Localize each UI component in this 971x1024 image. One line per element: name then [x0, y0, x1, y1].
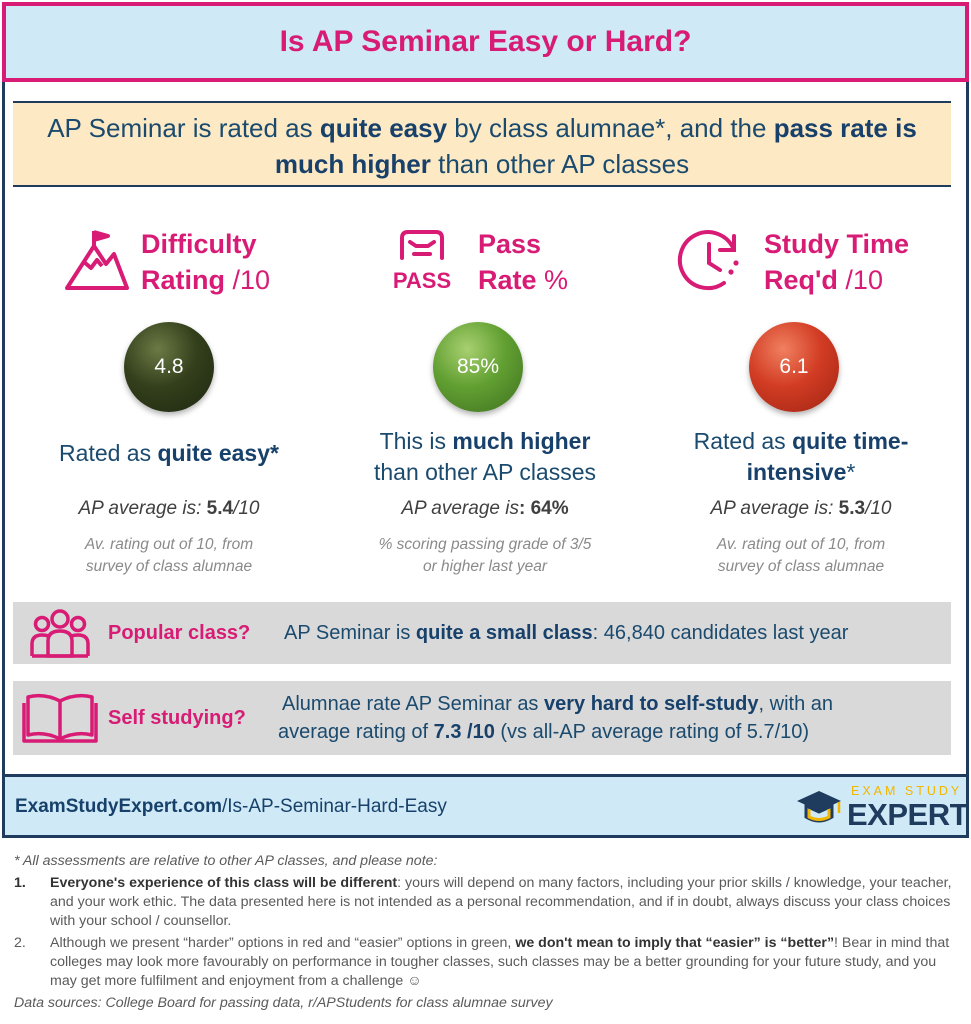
pass-rate-rated-post: than other AP classes [373, 459, 597, 485]
footnote-1-bold: Everyone's experience of this class will be different [50, 875, 398, 891]
pass-rate-avg-value: : 64% [518, 498, 569, 519]
title-banner [2, 2, 969, 82]
people-group-icon [29, 608, 91, 658]
popular-class-label: Popular class? [108, 622, 251, 644]
difficulty-rated-text [14, 438, 324, 469]
summary-bold-2: pass rate is much higher [274, 113, 917, 179]
difficulty-value: 4.8 [154, 355, 184, 378]
study-time-column [646, 222, 956, 592]
study-time-heading-suffix: /10 [837, 265, 883, 295]
self-study-band [13, 681, 951, 755]
difficulty-value-badge [124, 322, 214, 412]
self-study-text-3: average rating of [278, 721, 434, 743]
study-time-rated-pre: Rated as [693, 428, 793, 454]
study-time-heading [646, 222, 956, 302]
popular-bold: quite a small class [415, 622, 593, 644]
logo-small-text: EXAM STUDY [851, 784, 963, 798]
popular-text-1: AP Seminar is [284, 622, 416, 644]
pass-rate-heading-suffix: % [536, 265, 569, 295]
study-time-value-badge [749, 322, 839, 412]
difficulty-average [14, 498, 324, 520]
svg-text:PASS: PASS [392, 268, 452, 293]
pass-rate-value-badge [433, 322, 523, 412]
self-study-text-2: , with an [758, 693, 833, 715]
study-time-rated-bold: quite time- [792, 428, 909, 454]
difficulty-heading-line2: Rating [141, 265, 225, 295]
difficulty-note-line2: survey of class alumnae [85, 558, 253, 575]
difficulty-note-line1: Av. rating out of 10, from [84, 536, 254, 553]
difficulty-note [14, 534, 324, 578]
pass-rate-value: 85% [456, 355, 500, 378]
pass-rate-rated-pre: This is [379, 428, 453, 454]
footnote-1-text: : yours will depend on many factors, including your prior skills / knowledge, your teacher, and your work ethic. The data presented here is not intended as a personal recommendation, and if in doubt, always discuss your class choices with your school / counsellor. [50, 875, 952, 929]
self-study-text-1: Alumnae rate AP Seminar as [282, 693, 544, 715]
study-time-rated-bold-2: intensive [746, 459, 847, 485]
study-time-avg-label: AP average is: [710, 498, 839, 519]
footnote-1 [14, 874, 959, 931]
pass-rate-avg-label: AP average is [401, 498, 519, 519]
self-study-bold-2: 7.3 /10 [433, 721, 495, 743]
self-study-bold-1: very hard to self-study [544, 693, 759, 715]
difficulty-rated-bold: quite easy* [157, 440, 279, 466]
study-time-heading-line2: Req'd [764, 265, 838, 295]
footnote-1-number: 1. [14, 875, 26, 891]
popular-class-text [284, 619, 848, 647]
study-time-avg-value: 5.3 [838, 498, 866, 519]
summary-text-3: than other AP classes [430, 149, 690, 179]
footer-bar [5, 774, 969, 835]
source-url-path: /Is-AP-Seminar-Hard-Easy [221, 796, 447, 817]
difficulty-heading [14, 222, 324, 302]
difficulty-rated-pre: Rated as [59, 440, 158, 466]
study-time-rated-post: * [846, 459, 856, 485]
difficulty-heading-line1: Difficulty [141, 229, 257, 259]
difficulty-column [14, 222, 324, 592]
pass-rate-heading [330, 222, 640, 302]
summary-text-2: by class alumnae*, and the [447, 113, 774, 143]
mountain-flag-icon [64, 228, 130, 292]
pass-rate-heading-line2: Rate [478, 265, 537, 295]
difficulty-avg-label: AP average is: [78, 498, 207, 519]
popular-class-band [13, 602, 951, 664]
pass-stamp-icon [388, 228, 456, 294]
difficulty-heading-suffix: /10 [225, 265, 271, 295]
self-study-text-4: (vs all-AP average rating of 5.7/10) [494, 721, 810, 743]
page-title: Is AP Seminar Easy or Hard? [279, 25, 692, 58]
source-url[interactable] [15, 796, 447, 818]
self-study-label: Self studying? [108, 707, 246, 729]
summary-bold-1: quite easy [319, 113, 448, 143]
pass-rate-note-line1: % scoring passing grade of 3/5 [378, 536, 592, 553]
exam-study-expert-logo [795, 783, 969, 833]
footnote-2-bold: we don't mean to imply that “easier” is “better” [515, 935, 835, 951]
pass-rate-column [330, 222, 640, 592]
data-sources: Data sources: College Board for passing data, r/APStudents for class alumnae survey [14, 995, 553, 1011]
footnote-2-number: 2. [14, 935, 26, 951]
clock-icon [676, 228, 742, 294]
footnote-intro: * All assessments are relative to other AP classes, and please note: [14, 853, 438, 869]
study-time-note-line1: Av. rating out of 10, from [716, 536, 886, 553]
pass-rate-note-line2: or higher last year [422, 558, 548, 575]
open-book-icon [22, 689, 98, 745]
logo-big-text: EXPERT [847, 797, 969, 832]
pass-rate-rated-bold: much higher [452, 428, 591, 454]
footnote-2-text-2: ! Bear in mind that colleges may look more favourably on performance in tougher classes, such classes may be a better grounding for your future study, and you may get more fulfilment and enjoyment from a challenge ☺ [50, 935, 950, 989]
study-time-rated-text [646, 426, 956, 488]
source-url-domain: ExamStudyExpert.com [15, 796, 222, 817]
summary-banner [13, 101, 951, 187]
study-time-value: 6.1 [779, 355, 809, 378]
pass-rate-heading-line1: Pass [478, 229, 542, 259]
pass-rate-note [330, 534, 640, 578]
footnote-2 [14, 934, 959, 991]
difficulty-avg-unit: /10 [233, 498, 260, 519]
study-time-average [646, 498, 956, 520]
summary-text-1: AP Seminar is rated as [47, 113, 320, 143]
pass-rate-average [330, 498, 640, 520]
study-time-heading-line1: Study Time [764, 229, 910, 259]
study-time-avg-unit: /10 [865, 498, 892, 519]
study-time-note-line2: survey of class alumnae [717, 558, 885, 575]
footnote-2-text-1: Although we present “harder” options in red and “easier” options in green, [50, 935, 516, 951]
graduation-cap-icon [795, 787, 843, 829]
study-time-note [646, 534, 956, 578]
difficulty-avg-value: 5.4 [206, 498, 234, 519]
popular-text-2: : 46,840 candidates last year [592, 622, 849, 644]
self-study-text [278, 690, 833, 746]
pass-rate-rated-text [330, 426, 640, 488]
